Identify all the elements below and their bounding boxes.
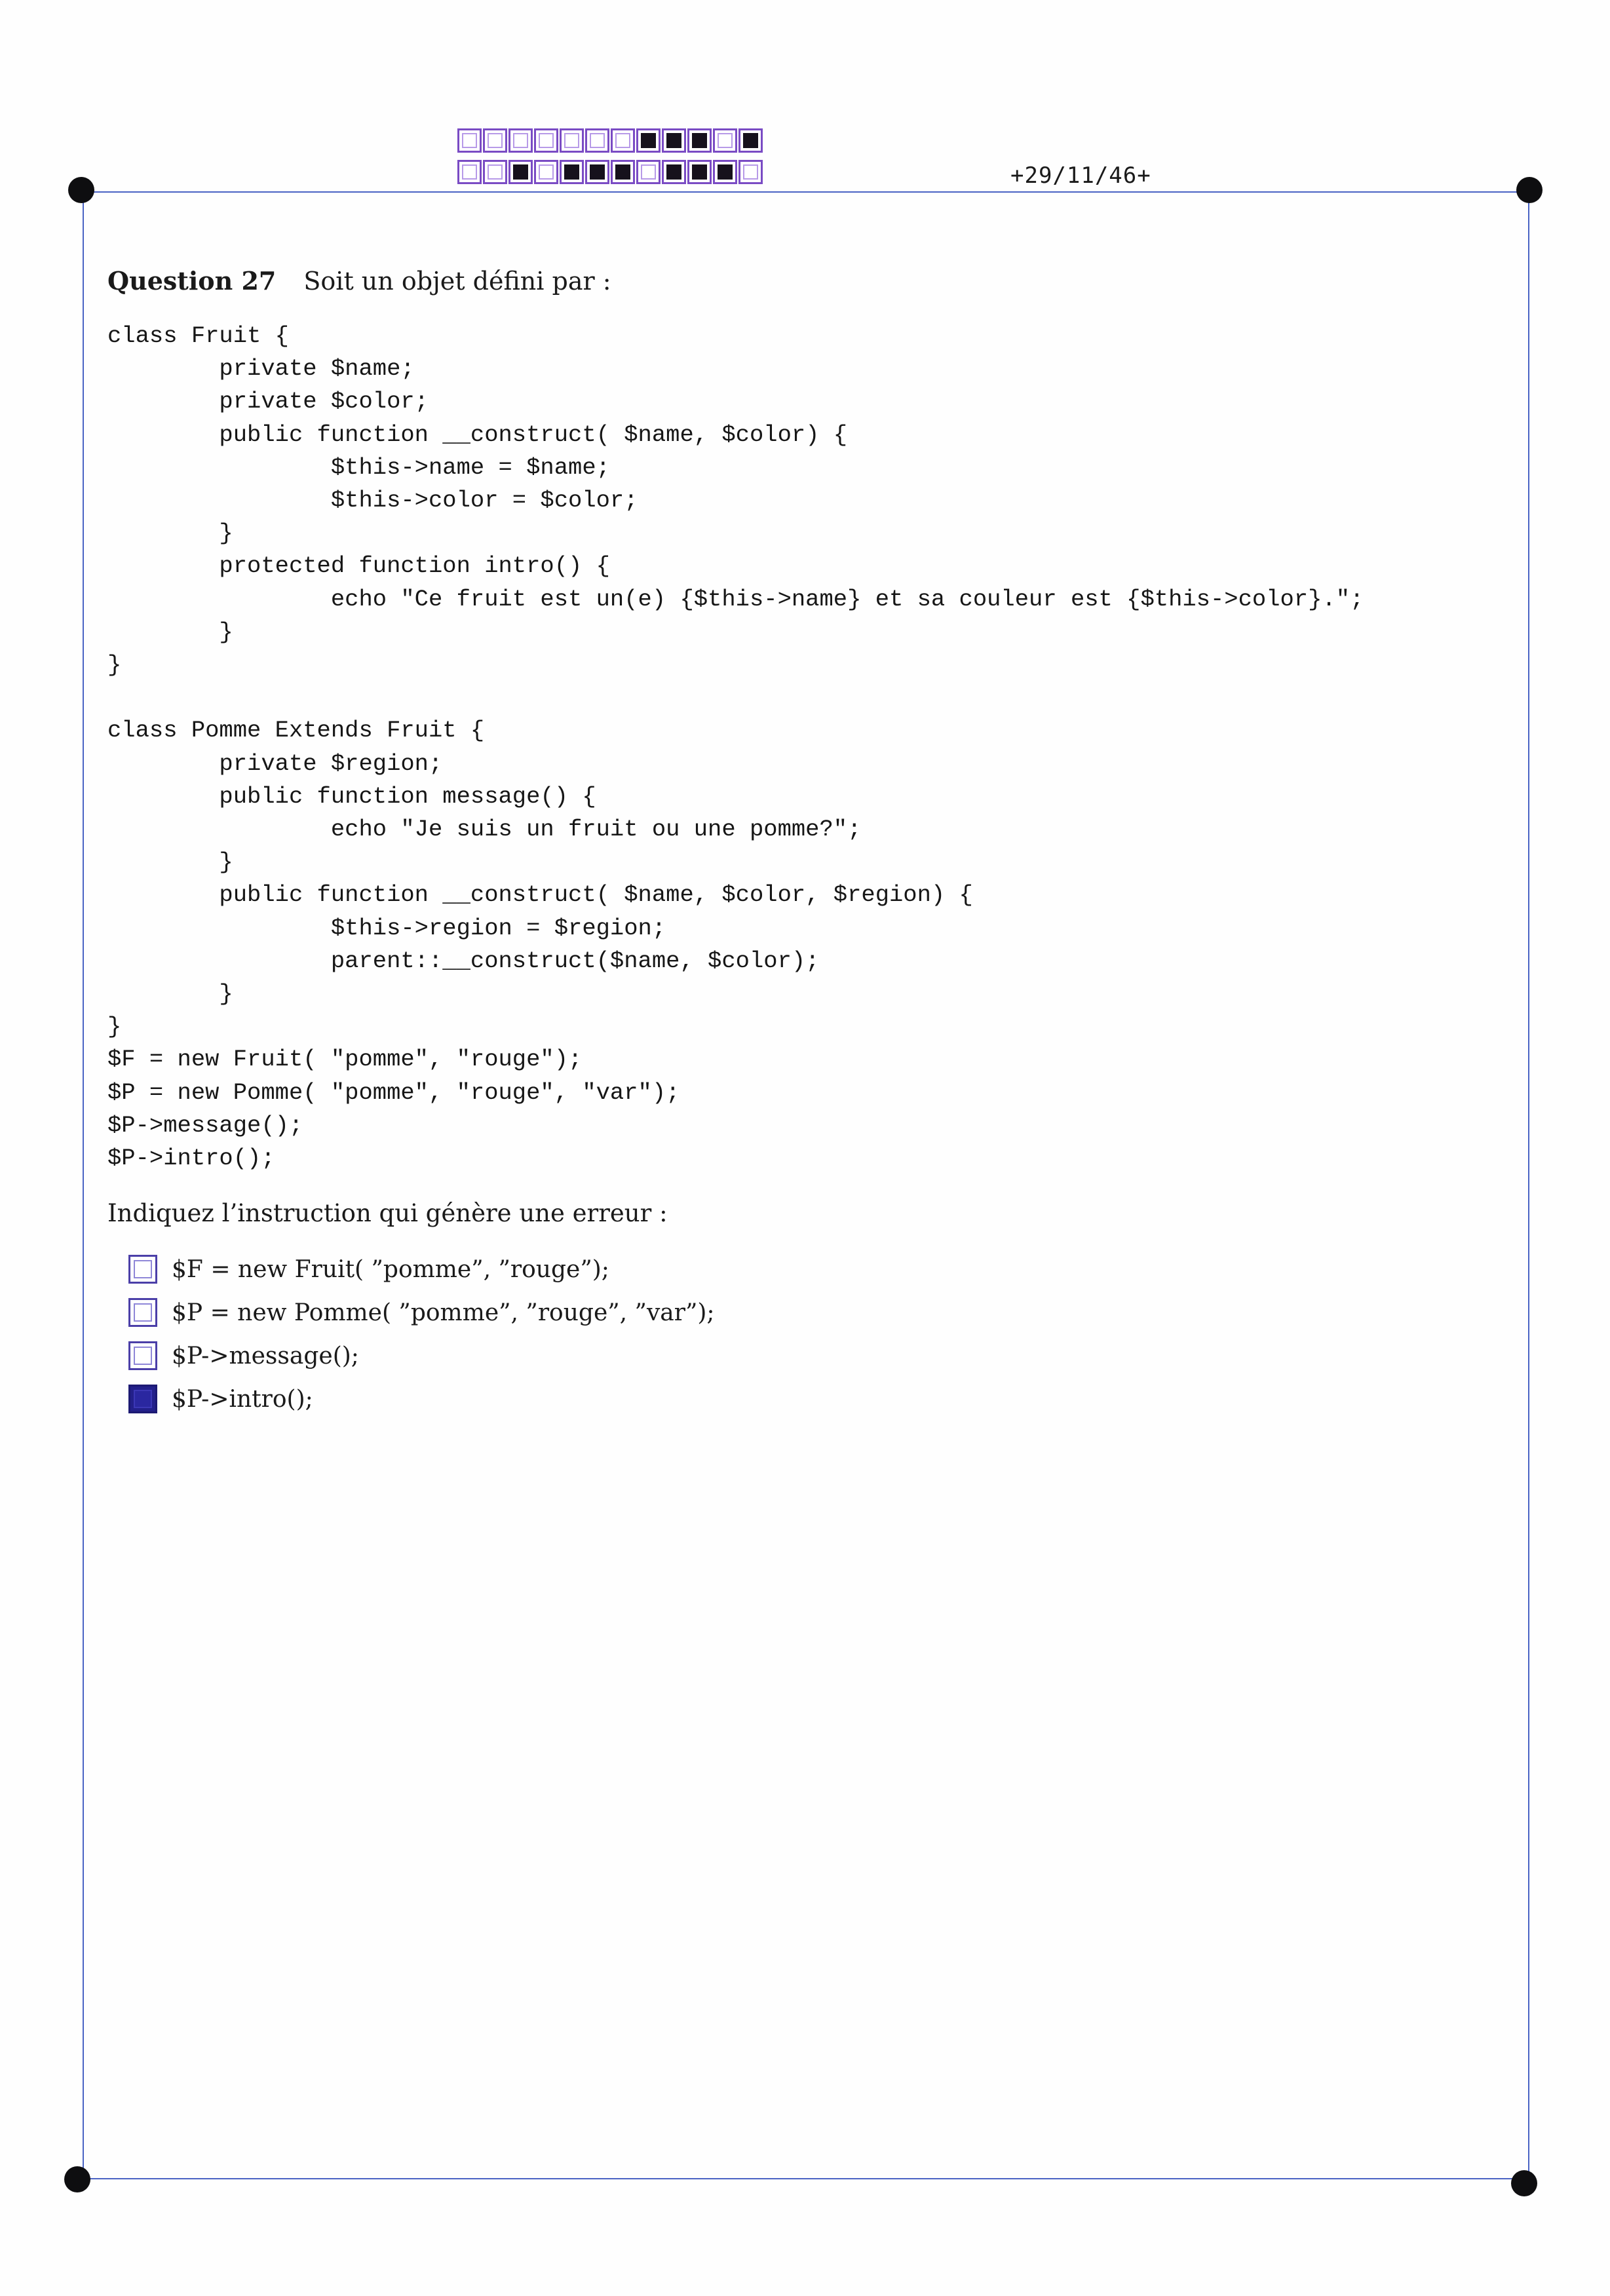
id-bit-box (534, 128, 558, 153)
id-bit-box (687, 128, 712, 153)
id-bit-box (738, 160, 763, 184)
answer-option (128, 1334, 715, 1377)
registration-mark-top-left (68, 177, 94, 203)
id-bit-box (508, 128, 533, 153)
id-bit-box (713, 128, 737, 153)
id-bit-box (636, 128, 661, 153)
id-bit-box (534, 160, 558, 184)
registration-mark-top-right (1516, 177, 1543, 203)
id-bit-box (662, 128, 686, 153)
id-bit-box (585, 160, 609, 184)
question-number: Question 27 (107, 266, 277, 296)
answer-option (128, 1377, 715, 1421)
id-code-row-2 (457, 160, 764, 184)
id-bit-box (662, 160, 686, 184)
answer-label: $P = new Pomme( ”pomme”, ”rouge”, ”var”); (172, 1299, 715, 1326)
answer-list (128, 1248, 715, 1421)
question-header (107, 266, 611, 296)
id-bit-box (457, 160, 482, 184)
registration-mark-bottom-left (64, 2166, 90, 2192)
code-listing: class Fruit { private $name; private $color; public function __construct( $name, $color) { $this->name = $name; $this->color = $color; } protected function intro() { echo "Ce fruit est un(e) {$this->name} et sa couleur est {$this->color}."; } } class Pomme Extends Fruit { private $region; public function message() { echo "Je suis un fruit ou une pomme?"; } public function __construct( $name, $color, $region) { $this->region = $region; parent::__construct($name, $color); } } $F = new Fruit( "pomme", "rouge"); $P = new Pomme( "pomme", "rouge", "var"); $P->message(); $P->intro(); (107, 322, 1364, 1172)
answer-label: $F = new Fruit( ”pomme”, ”rouge”); (172, 1255, 609, 1283)
question-statement: Soit un objet défini par : (303, 267, 611, 296)
answer-label: $P->message(); (172, 1342, 359, 1369)
id-bit-box (483, 160, 507, 184)
id-bit-box (560, 160, 584, 184)
answer-checkbox[interactable] (128, 1385, 157, 1413)
id-bit-box (611, 160, 635, 184)
id-bit-box (560, 128, 584, 153)
answer-checkbox[interactable] (128, 1255, 157, 1284)
answer-option (128, 1248, 715, 1291)
answer-checkbox[interactable] (128, 1298, 157, 1327)
answer-option (128, 1291, 715, 1334)
id-bit-box (457, 128, 482, 153)
id-bit-box (585, 128, 609, 153)
id-bit-box (687, 160, 712, 184)
id-bit-box (738, 128, 763, 153)
id-bit-box (636, 160, 661, 184)
id-code-row-1 (457, 128, 764, 153)
page-id: +29/11/46+ (1010, 163, 1151, 189)
question-prompt: Indiquez l’instruction qui génère une erreur : (107, 1199, 668, 1227)
id-bit-box (713, 160, 737, 184)
id-bit-box (508, 160, 533, 184)
id-bit-box (483, 128, 507, 153)
answer-checkbox[interactable] (128, 1341, 157, 1370)
registration-mark-bottom-right (1511, 2170, 1537, 2196)
answer-label: $P->intro(); (172, 1385, 313, 1413)
id-bit-box (611, 128, 635, 153)
